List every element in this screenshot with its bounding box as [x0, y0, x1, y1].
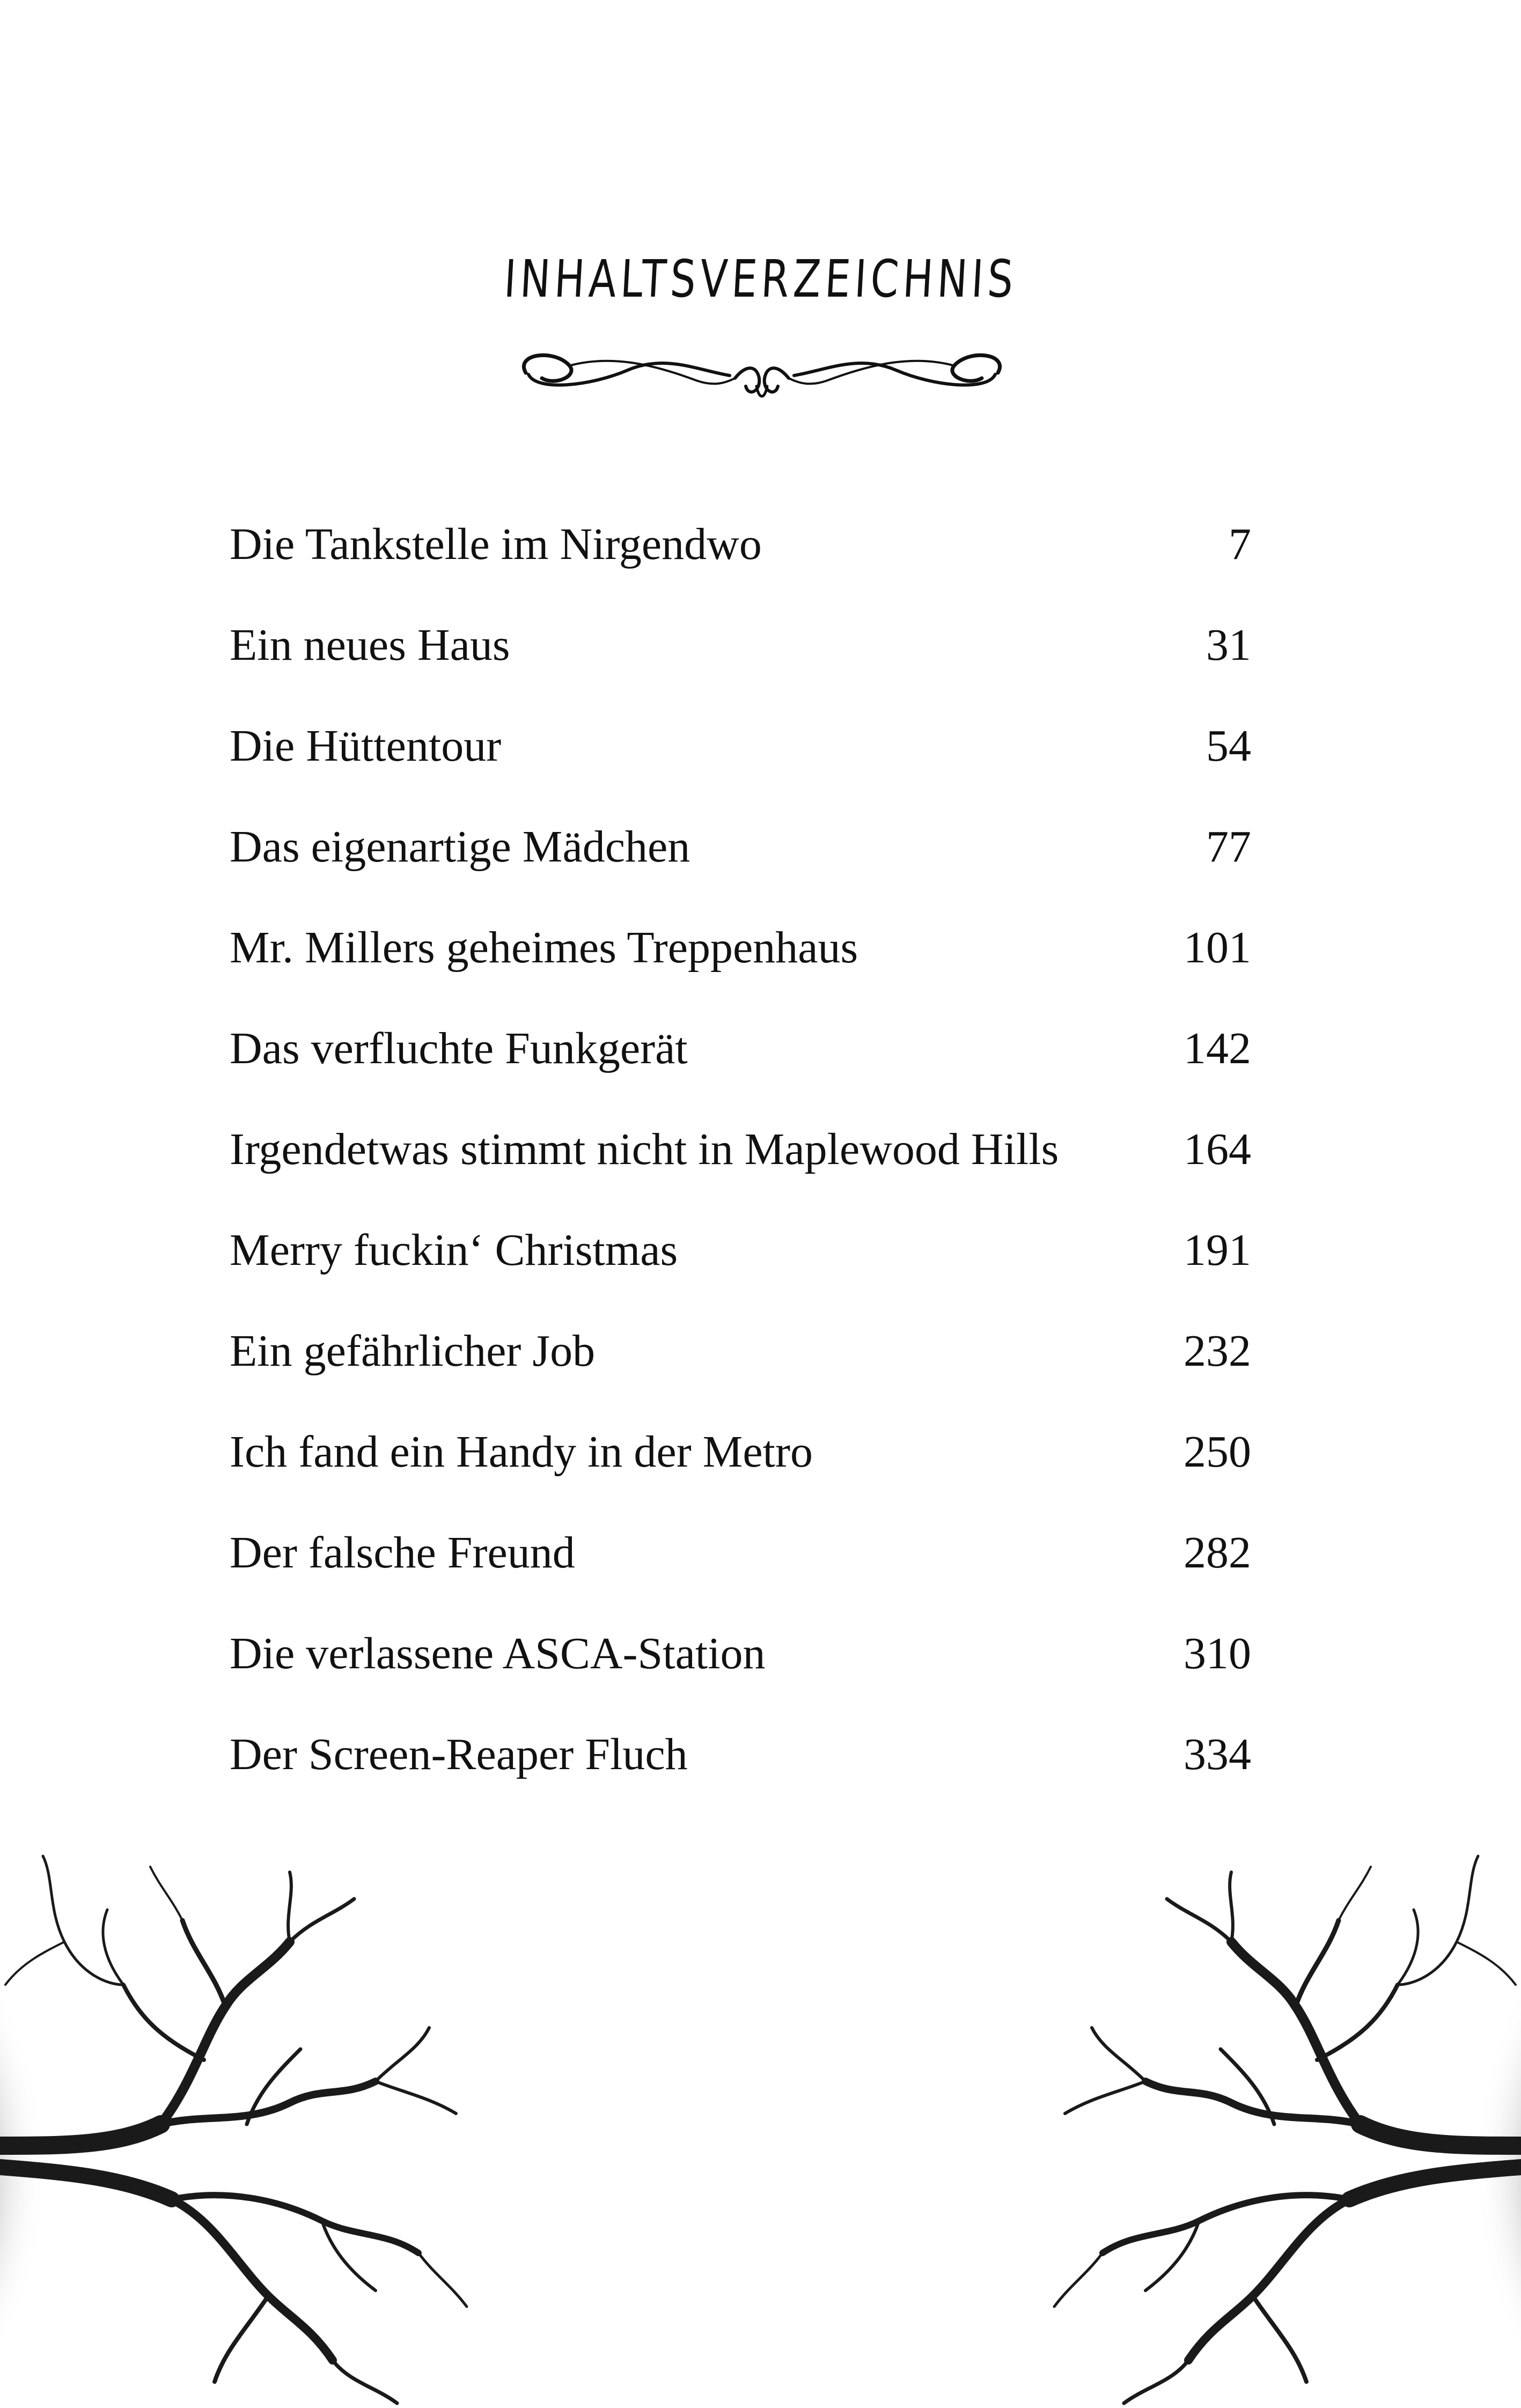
toc-entry-page: 232: [1184, 1326, 1251, 1376]
toc-entry-page: 250: [1184, 1427, 1251, 1477]
toc-entry[interactable]: [230, 1311, 1251, 1412]
toc-entry-page: 54: [1206, 721, 1251, 771]
toc-entry[interactable]: [230, 1109, 1251, 1210]
toc-entry[interactable]: [230, 1513, 1251, 1614]
toc-entry-title: Mr. Millers geheimes Treppenhaus: [230, 923, 858, 973]
page-title: [0, 249, 1521, 309]
toc-entry-title: Die Tankstelle im Nirgendwo: [230, 519, 762, 569]
toc-entry[interactable]: [230, 1714, 1251, 1815]
toc-entry-page: 31: [1206, 620, 1251, 670]
toc-entry-title: Irgendetwas stimmt nicht in Maplewood Hills: [230, 1124, 1059, 1174]
flourish-divider-icon: [504, 333, 1019, 413]
toc-entry-page: 7: [1229, 519, 1251, 569]
toc-entry-title: Das verfluchte Funkgerät: [230, 1023, 688, 1073]
toc-entry-title: Ich fand ein Handy in der Metro: [230, 1427, 813, 1477]
toc-entry-title: Ein gefährlicher Job: [230, 1326, 596, 1376]
toc-entry-title: Der falsche Freund: [230, 1528, 575, 1578]
toc-entry[interactable]: [230, 908, 1251, 1008]
toc-entry[interactable]: [230, 1614, 1251, 1714]
toc-entry-page: 191: [1184, 1225, 1251, 1275]
toc-entry-page: 164: [1184, 1124, 1251, 1174]
toc-entry-page: 282: [1184, 1528, 1251, 1578]
toc-entry[interactable]: [230, 807, 1251, 908]
toc-entry-title: Das eigenartige Mädchen: [230, 822, 690, 872]
toc-entry-title: Die verlassene ASCA-Station: [230, 1629, 766, 1678]
dead-tree-right-icon: [1038, 1845, 1521, 2408]
toc-entry-title: Die Hüttentour: [230, 721, 502, 771]
toc-entry-title: Ein neues Haus: [230, 620, 510, 670]
toc-entry[interactable]: [230, 605, 1251, 706]
toc-entry[interactable]: [230, 1412, 1251, 1513]
toc-entry-page: 334: [1184, 1729, 1251, 1779]
toc-entry-page: 101: [1184, 923, 1251, 973]
toc-entry[interactable]: [230, 504, 1251, 605]
toc-entry-page: 310: [1184, 1629, 1251, 1678]
toc-entry-page: 142: [1184, 1023, 1251, 1073]
toc-entry-page: 77: [1206, 822, 1251, 872]
page-title-text: INHALTSVERZEICHNIS: [502, 249, 1019, 310]
toc-entry[interactable]: [230, 706, 1251, 807]
dead-tree-left-icon: [0, 1845, 483, 2408]
toc-entry-title: Merry fuckin‘ Christmas: [230, 1225, 678, 1275]
toc-entry[interactable]: [230, 1008, 1251, 1109]
toc-entry-title: Der Screen-Reaper Fluch: [230, 1729, 688, 1779]
table-of-contents: [230, 504, 1251, 1815]
toc-entry[interactable]: [230, 1210, 1251, 1311]
